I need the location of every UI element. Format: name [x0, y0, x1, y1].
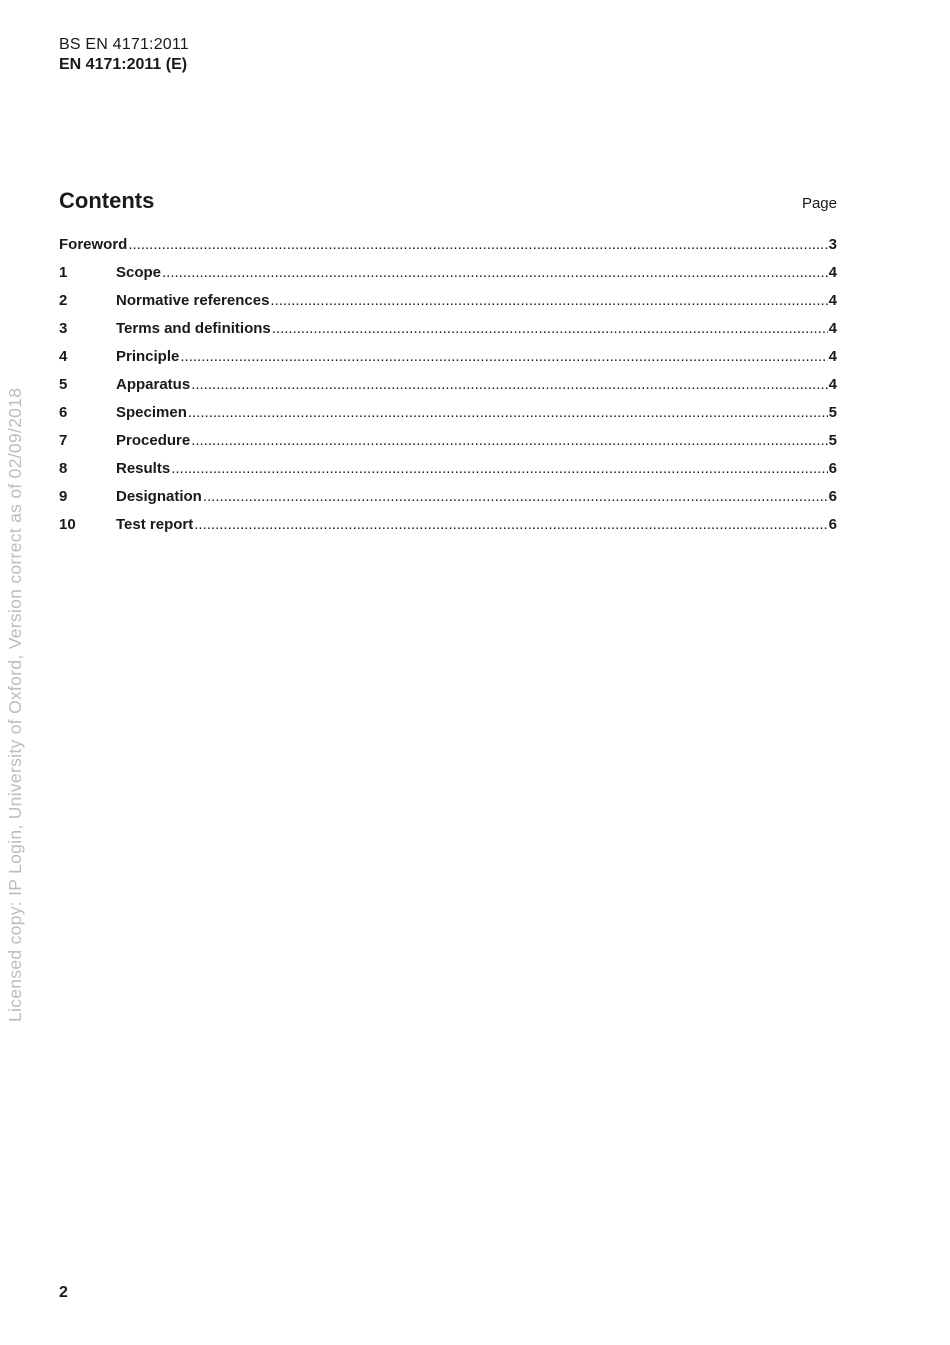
toc-entry-number: 3	[59, 320, 68, 337]
toc-entry-foreword[interactable]	[59, 236, 837, 264]
toc-entry-title: Apparatus	[116, 376, 191, 393]
toc-entry-page: 4	[828, 320, 837, 337]
dot-leader	[188, 404, 828, 421]
toc-entry-number: 9	[59, 488, 68, 505]
toc-entry-number: 10	[59, 516, 76, 533]
toc-entry-number: 6	[59, 404, 68, 421]
toc-entry-page: 4	[828, 376, 837, 393]
toc-entry-page: 6	[828, 488, 837, 505]
toc-entry-scope[interactable]	[59, 264, 837, 292]
page-column-label: Page	[801, 195, 837, 212]
toc-entry-title: Designation	[116, 488, 202, 505]
document-designation: BS EN 4171:2011	[59, 36, 189, 53]
dot-leader	[194, 516, 827, 533]
toc-entry-page: 6	[828, 460, 837, 477]
toc-entry-title: Terms and definitions	[116, 320, 271, 337]
toc-entry-number: 1	[59, 264, 68, 281]
toc-entry-number: 7	[59, 432, 68, 449]
dot-leader	[171, 460, 827, 477]
page-number: 2	[59, 1284, 68, 1301]
document-designation-english: EN 4171:2011 (E)	[59, 56, 188, 73]
toc-entry-designation[interactable]	[59, 488, 837, 516]
toc-entry-title: Specimen	[116, 404, 187, 421]
table-of-contents	[59, 236, 837, 544]
toc-entry-title: Foreword	[59, 236, 128, 253]
dot-leader	[191, 432, 827, 449]
toc-entry-terms-and-definitions[interactable]	[59, 320, 837, 348]
toc-entry-normative-references[interactable]	[59, 292, 837, 320]
toc-entry-page: 6	[828, 516, 837, 533]
dot-leader	[270, 292, 827, 309]
contents-heading: Contents	[59, 188, 155, 213]
toc-entry-page: 5	[828, 404, 837, 421]
toc-entry-title: Test report	[116, 516, 194, 533]
toc-entry-number: 5	[59, 376, 68, 393]
toc-entry-page: 4	[828, 292, 837, 309]
toc-entry-page: 4	[828, 264, 837, 281]
dot-leader	[203, 488, 828, 505]
toc-entry-test-report[interactable]	[59, 516, 837, 544]
dot-leader	[128, 236, 827, 253]
toc-entry-number: 4	[59, 348, 68, 365]
dot-leader	[180, 348, 827, 365]
toc-entry-title: Procedure	[116, 432, 191, 449]
toc-entry-procedure[interactable]	[59, 432, 837, 460]
toc-entry-page: 3	[828, 236, 837, 253]
toc-entry-title: Principle	[116, 348, 180, 365]
toc-entry-specimen[interactable]	[59, 404, 837, 432]
toc-entry-title: Normative references	[116, 292, 270, 309]
toc-entry-number: 2	[59, 292, 68, 309]
dot-leader	[162, 264, 828, 281]
toc-entry-page: 4	[828, 348, 837, 365]
toc-entry-number: 8	[59, 460, 68, 477]
dot-leader	[191, 376, 827, 393]
toc-entry-principle[interactable]	[59, 348, 837, 376]
license-watermark: Licensed copy: IP Login, University of Oxford, Version correct as of 02/09/2018	[5, 387, 25, 1022]
dot-leader	[272, 320, 828, 337]
toc-entry-title: Scope	[116, 264, 162, 281]
toc-entry-apparatus[interactable]	[59, 376, 837, 404]
toc-entry-results[interactable]	[59, 460, 837, 488]
toc-entry-page: 5	[828, 432, 837, 449]
toc-entry-title: Results	[116, 460, 171, 477]
